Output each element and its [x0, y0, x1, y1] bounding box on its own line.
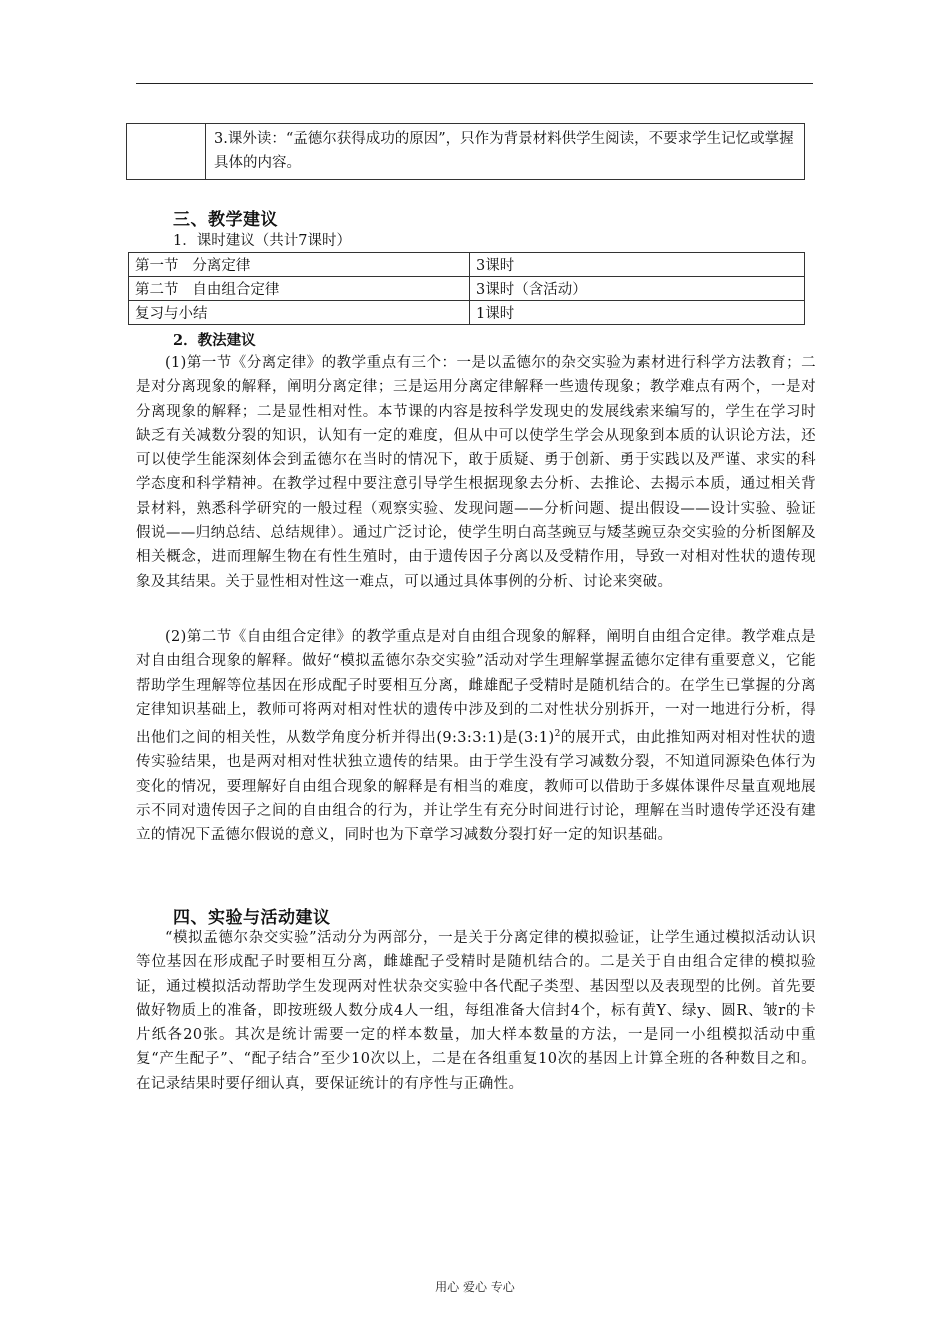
superscript: 2: [554, 729, 561, 740]
table-row: [129, 253, 805, 277]
section-heading-experiments: 四、实验与活动建议: [173, 908, 331, 928]
section-heading-teaching-suggestions: 三、教学建议: [173, 210, 278, 230]
paragraph-text: 的展开式，由此推知两对相对性状的遗传实验结果，也是两对相对性状独立遗传的结果。由于学生没有学习减数分裂，不知道同源染色体行为变化的情况，要理解好自由组合现象的解释是有相当的难度，教师可以借助于多媒体课件尽量直观地展示不同对遗传因子之间的自由组合的行为，并让学生有充分时间进行讨论，理解在当时遗传学还没有建立的情况下孟德尔假说的意义，同时也为下章学习减数分裂打好一定的知识基础。: [136, 730, 816, 844]
table-row: [129, 277, 805, 301]
table-cell-hours: 3课时（含活动）: [470, 277, 805, 301]
table-row: [129, 301, 805, 325]
table-cell-section: 第二节 自由组合定律: [129, 277, 470, 301]
table-cell-empty: [127, 124, 206, 180]
header-rule: [136, 83, 813, 84]
paragraph-section-one: (1)第一节《分离定律》的教学重点有三个：一是以孟德尔的杂交实验为素材进行科学方法教育；二是对分离现象的解释，阐明分离定律；三是运用分离定律解释一些遗传现象；教学难点有两个，一是对分离现象的解释；二是显性相对性。本节课的内容是按科学发现史的发展线索来编写的，学生在学习时缺乏有关减数分裂的知识，认知有一定的难度，但从中可以使学生学会从现象到本质的认识论方法，还可以使学生能深刻体会到孟德尔在当时的情况下，敢于质疑、勇于创新、勇于实践以及严谨、求实的科学态度和科学精神。在教学过程中要注意引导学生根据现象去分析、去推论、去揭示本质，通过相关背景材料，熟悉科学研究的一般过程（观察实验、发现问题——分析问题、提出假设——设计实验、验证假说——归纳总结、总结规律）。通过广泛讨论，使学生明白高茎豌豆与矮茎豌豆杂交实验的分析图解及相关概念，进而理解生物在有性生殖时，由于遗传因子分离以及受精作用，导致一对相对性状的遗传现象及其结果。关于显性相对性这一难点，可以通过具体事例的分析、讨论来突破。: [136, 355, 816, 590]
table-cell-hours: 1课时: [470, 301, 805, 325]
table-cell-hours: 3课时: [470, 253, 805, 277]
paragraph-text: (2)第二节《自由组合定律》的教学重点是对自由组合现象的解释，阐明自由组合定律。教学难点是对自由组合现象的解释。做好“模拟孟德尔杂交实验”活动对学生理解掌握孟德尔定律有重要意义，它能帮助学生理解等位基因在形成配子时要相互分离，雌雄配子受精时是随机结合的。在学生已掌握的分离定律知识基础上，教师可将两对相对性状的遗传中涉及到的二对性状分别拆开，一对一地进行分析，得出他们之间的相关性，从数学角度分析并得出(9:3:3:1)是(3:1): [136, 629, 816, 747]
subheading-methods: 2．教法建议: [173, 332, 256, 349]
continued-table: [126, 123, 805, 180]
subheading-hours: 1．课时建议（共计7课时）: [173, 233, 351, 249]
table-cell-section: 第一节 分离定律: [129, 253, 470, 277]
table-cell-content: 3.课外读：“孟德尔获得成功的原因”，只作为背景材料供学生阅读，不要求学生记忆或掌握具体的内容。: [206, 124, 805, 180]
paragraph-experiments: “模拟孟德尔杂交实验”活动分为两部分，一是关于分离定律的模拟验证，让学生通过模拟活动认识等位基因在形成配子时要相互分离，雌雄配子受精时是随机结合的。二是关于自由组合定律的模拟验证，通过模拟活动帮助学生发现两对性状杂交实验中各代配子类型、基因型以及表现型的比例。首先要做好物质上的准备，即按班级人数分成4人一组，每组准备大信封4个，标有黄Y、绿y、圆R、皱r的卡片纸各20张。其次是统计需要一定的样本数量，加大样本数量的方法，一是同一小组模拟活动中重复“产生配子”、“配子结合”至少10次以上，二是在各组重复10次的基因上计算全班的各种数目之和。在记录结果时要仔细认真，要保证统计的有序性与正确性。: [136, 930, 816, 1092]
table-cell-section: 复习与小结: [129, 301, 470, 325]
table-row: [127, 124, 805, 180]
page-footer: 用心 爱心 专心: [435, 1280, 515, 1294]
hours-table: [128, 252, 805, 325]
paragraph-section-two: [136, 625, 816, 848]
